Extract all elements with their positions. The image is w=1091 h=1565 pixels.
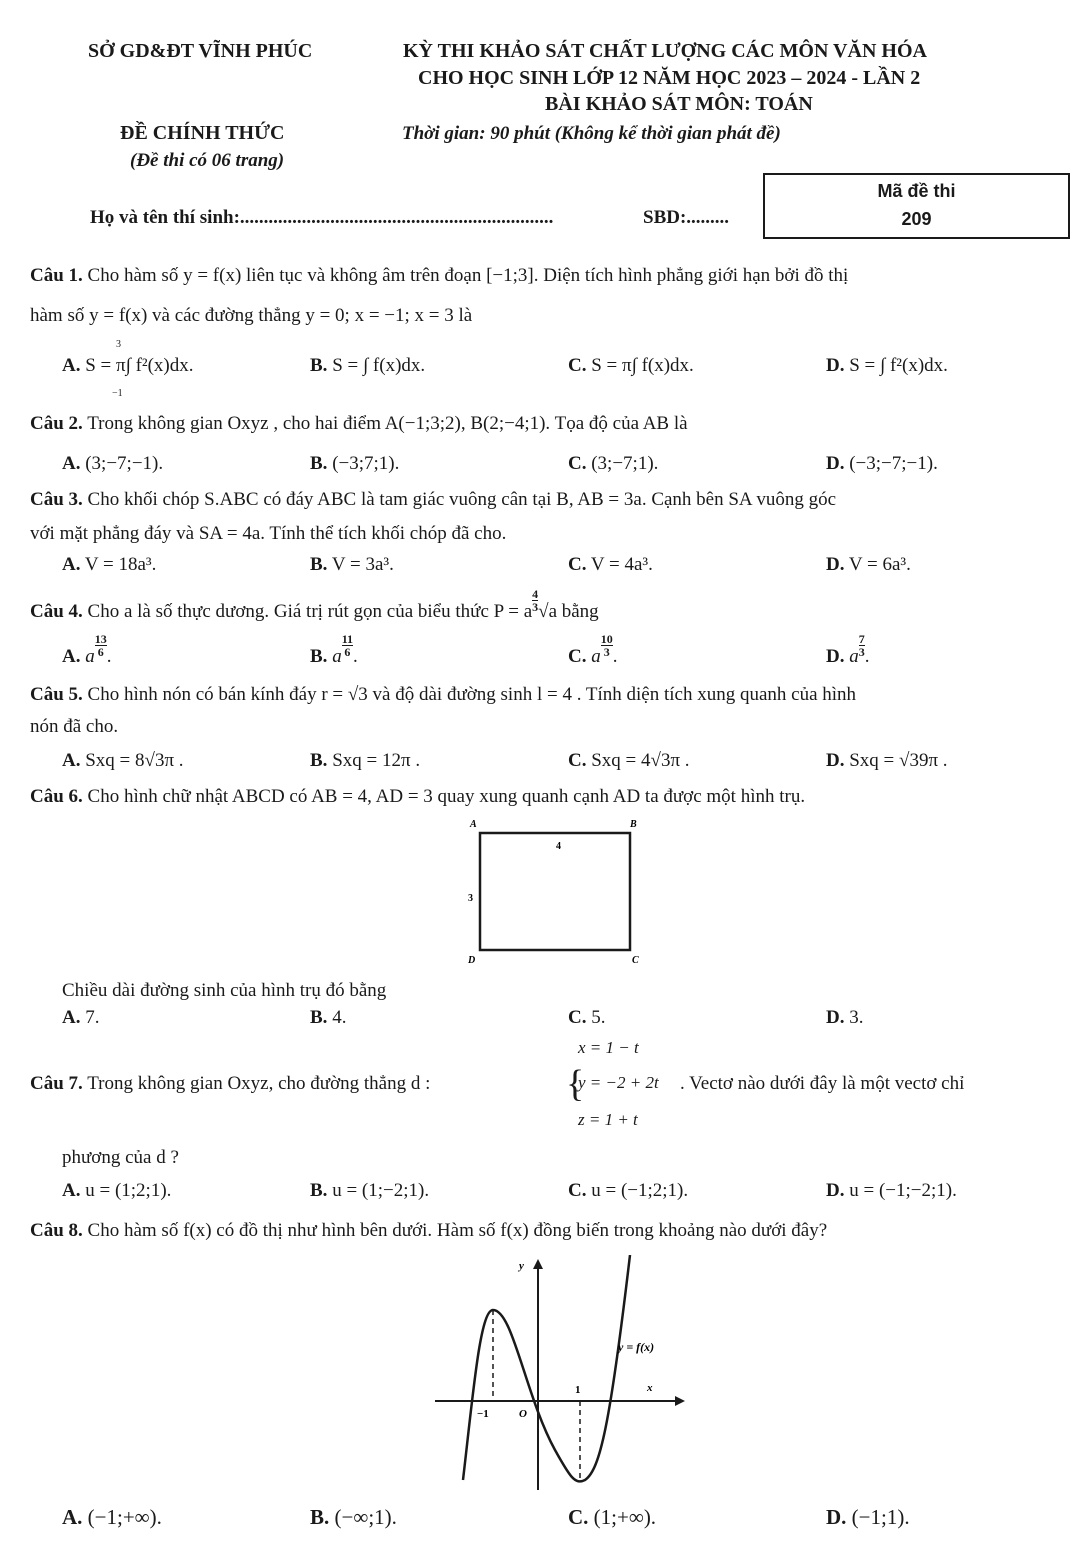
- option-text: S = ∫ f²(x)dx.: [849, 355, 948, 376]
- option-letter: B.: [310, 453, 328, 474]
- exp-den: 3: [532, 600, 539, 614]
- system-eq-3: z = 1 + t: [578, 1110, 638, 1129]
- q3-option-b[interactable]: [310, 554, 394, 576]
- question-label: Câu 8.: [30, 1220, 83, 1241]
- q8-option-c[interactable]: [568, 1505, 656, 1530]
- option-text: V = 18a³.: [84, 554, 157, 575]
- side-ab-length: 4: [556, 841, 561, 852]
- q4-option-d[interactable]: [826, 632, 870, 670]
- exp-den: 6: [95, 645, 107, 658]
- q3-option-a[interactable]: [62, 554, 156, 576]
- official-label: ĐỀ CHÍNH THỨC: [120, 122, 285, 144]
- exam-title-3: BÀI KHẢO SÁT MÔN: TOÁN: [545, 93, 813, 115]
- option-letter: D.: [826, 1007, 845, 1028]
- option-letter: D.: [826, 1180, 845, 1201]
- tick-minus-1: −1: [477, 1408, 489, 1420]
- question-text: Cho hình nón có bán kính đáy r = √3 và độ dài đường sinh l = 4 . Tính diện tích xung quanh của hình: [87, 684, 857, 705]
- question-text: Cho hàm số f(x) có đồ thị như hình bên dưới. Hàm số f(x) đồng biến trong khoảng nào dưới đây?: [87, 1220, 828, 1241]
- dept-name: SỞ GD&ĐT VĨNH PHÚC: [88, 40, 313, 62]
- exp-den: 6: [342, 645, 353, 658]
- option-letter: C.: [568, 453, 587, 474]
- question-label: Câu 3.: [30, 489, 83, 510]
- exam-title-1: KỲ THI KHẢO SÁT CHẤT LƯỢNG CÁC MÔN VĂN HÓA: [403, 40, 927, 62]
- question-text: Cho khối chóp S.ABC có đáy ABC là tam giác vuông cân tại B, AB = 3a. Cạnh bên SA vuông góc: [87, 489, 837, 510]
- option-letter: A.: [62, 645, 81, 667]
- question-label: Câu 6.: [30, 786, 83, 807]
- question-1-cont: hàm số y = f(x) và các đường thẳng y = 0; x = −1; x = 3 là: [30, 305, 473, 326]
- option-text: (3;−7;1).: [591, 453, 659, 474]
- option-text: V = 4a³.: [590, 554, 653, 575]
- option-text: (−3;7;1).: [332, 453, 400, 474]
- option-letter: D.: [826, 453, 845, 474]
- question-label: Câu 7.: [30, 1073, 83, 1094]
- question-5-cont: nón đã cho.: [30, 716, 119, 737]
- option-text: (1;+∞).: [593, 1505, 657, 1529]
- q2-option-b[interactable]: [310, 453, 399, 475]
- exp-num: 13: [94, 632, 107, 646]
- question-6-cont: Chiều dài đường sinh của hình trụ đó bằng: [62, 980, 387, 1001]
- base: a: [849, 645, 859, 667]
- option-letter: B.: [310, 1505, 330, 1529]
- q8-option-d[interactable]: [826, 1505, 910, 1530]
- option-letter: C.: [568, 554, 587, 575]
- option-text: S = π∫ f²(x)dx.: [85, 355, 194, 376]
- question-4: [30, 587, 599, 625]
- option-text: Sxq = √39π .: [849, 750, 948, 771]
- q7-option-b[interactable]: [310, 1180, 429, 1202]
- option-text: V = 6a³.: [848, 554, 911, 575]
- question-6: [30, 786, 805, 808]
- base: a: [85, 645, 95, 667]
- option-text: Sxq = 12π .: [332, 750, 421, 771]
- option-letter: B.: [310, 1180, 328, 1201]
- exp-num: 10: [600, 632, 613, 646]
- q4-option-c[interactable]: [568, 632, 618, 670]
- x-label: x: [647, 1382, 653, 1394]
- time-limit: Thời gian: 90 phút (Không kể thời gian phát đề): [402, 123, 781, 144]
- dot: .: [353, 645, 358, 667]
- question-7-cont: phương của d ?: [62, 1147, 179, 1168]
- dot: .: [864, 645, 870, 667]
- option-text: Sxq = 8√3π .: [85, 750, 184, 771]
- base: a: [332, 645, 342, 667]
- q3-option-c[interactable]: [568, 554, 653, 576]
- function-graph: [435, 1255, 695, 1495]
- y-label: y: [519, 1260, 524, 1272]
- exam-code-box: [763, 173, 1070, 239]
- option-letter: B.: [310, 554, 328, 575]
- option-letter: B.: [310, 750, 328, 771]
- q6-option-d[interactable]: [826, 1007, 863, 1029]
- q8-option-b[interactable]: [310, 1505, 397, 1530]
- option-letter: D.: [826, 355, 845, 376]
- question-7-post: . Vectơ nào dưới đây là một vectơ chỉ: [680, 1073, 965, 1094]
- option-text: (−1;+∞).: [87, 1505, 162, 1529]
- dot: .: [612, 645, 618, 667]
- q3-option-d[interactable]: [826, 554, 911, 576]
- option-text: (−3;−7;−1).: [849, 453, 938, 474]
- option-letter: A.: [62, 1180, 81, 1201]
- exp-den: 3: [858, 645, 865, 659]
- q1-option-d[interactable]: [826, 355, 948, 377]
- option-text: (3;−7;−1).: [85, 453, 164, 474]
- question-3: [30, 489, 836, 511]
- option-letter: C.: [568, 645, 587, 667]
- option-letter: D.: [826, 645, 845, 667]
- question-8: [30, 1220, 827, 1242]
- function-label: y = f(x): [618, 1340, 655, 1354]
- q1-option-b[interactable]: [310, 355, 425, 377]
- option-text: u = (1;−2;1).: [332, 1180, 430, 1201]
- option-letter: D.: [826, 554, 845, 575]
- q6-option-c[interactable]: [568, 1007, 605, 1029]
- q2-option-d[interactable]: [826, 453, 938, 475]
- option-letter: A.: [62, 554, 81, 575]
- q7-option-c[interactable]: [568, 1180, 688, 1202]
- option-letter: C.: [568, 355, 587, 376]
- q2-option-c[interactable]: [568, 453, 658, 475]
- question-1: [30, 265, 848, 287]
- origin-label: O: [519, 1408, 527, 1420]
- question-3-cont: với mặt phẳng đáy và SA = 4a. Tính thể tích khối chóp đã cho.: [30, 523, 507, 544]
- option-letter: C.: [568, 1180, 587, 1201]
- option-text: u = (−1;2;1).: [591, 1180, 689, 1201]
- option-letter: A.: [62, 1505, 83, 1529]
- option-text: S = π∫ f(x)dx.: [591, 355, 694, 376]
- question-text-post: √a bằng: [538, 600, 599, 622]
- question-2: [30, 413, 688, 435]
- dot: .: [106, 645, 112, 667]
- option-text: 5.: [591, 1007, 606, 1028]
- q6-option-b[interactable]: [310, 1007, 346, 1029]
- system-brace: {: [566, 1063, 585, 1105]
- q8-option-a[interactable]: [62, 1505, 162, 1530]
- question-text: Cho hàm số y = f(x) liên tục và không âm trên đoạn [−1;3]. Diện tích hình phẳng giới hạn bởi đồ thị: [87, 265, 849, 286]
- q1-option-c[interactable]: [568, 355, 694, 377]
- option-letter: B.: [310, 645, 328, 667]
- side-ad-length: 3: [468, 893, 473, 904]
- exp-num: 11: [341, 632, 354, 646]
- q7-option-d[interactable]: [826, 1180, 957, 1202]
- question-label: Câu 1.: [30, 265, 83, 286]
- option-letter: C.: [568, 1505, 589, 1529]
- option-letter: C.: [568, 750, 587, 771]
- q4-option-b[interactable]: [310, 632, 358, 670]
- option-text: 3.: [849, 1007, 864, 1028]
- option-text: S = ∫ f(x)dx.: [332, 355, 426, 376]
- question-text: Cho hình chữ nhật ABCD có AB = 4, AD = 3 quay xung quanh cạnh AD ta được một hình trụ.: [87, 786, 806, 807]
- q4-option-a[interactable]: [62, 632, 112, 670]
- question-label: Câu 5.: [30, 684, 83, 705]
- vertex-d: D: [468, 955, 476, 965]
- exam-code-label: Mã đề thi: [877, 181, 956, 201]
- option-text: 7.: [85, 1007, 100, 1028]
- option-letter: C.: [568, 1007, 587, 1028]
- q5-option-a[interactable]: [62, 750, 184, 772]
- student-name-line: Họ và tên thí sinh:..................................................................: [90, 207, 554, 228]
- q6-option-a[interactable]: [62, 1007, 99, 1029]
- q5-option-d[interactable]: [826, 750, 948, 772]
- question-5: [30, 684, 856, 706]
- system-eq-1: x = 1 − t: [578, 1038, 639, 1057]
- question-text-pre: Cho a là số thực dương. Giá trị rút gọn của biểu thức P = a: [87, 600, 533, 622]
- vertex-a: A: [470, 819, 477, 830]
- system-eq-2: y = −2 + 2t: [578, 1073, 659, 1092]
- rectangle-figure: [460, 815, 650, 965]
- option-text: u = (−1;−2;1).: [849, 1180, 957, 1201]
- exp-den: 3: [601, 645, 613, 658]
- option-letter: D.: [826, 1505, 847, 1529]
- exp-num: 7: [858, 632, 865, 646]
- question-label: Câu 2.: [30, 413, 83, 434]
- question-label: Câu 4.: [30, 600, 83, 622]
- curve-fx: [463, 1255, 630, 1481]
- exam-title-2: CHO HỌC SINH LỚP 12 NĂM HỌC 2023 – 2024 - LẦN 2: [418, 67, 921, 89]
- exp-num: 4: [532, 587, 539, 601]
- option-letter: A.: [62, 750, 81, 771]
- question-7: [30, 1073, 430, 1095]
- vertex-b: B: [630, 819, 637, 830]
- question-text: Trong không gian Oxyz , cho hai điểm A(−1;3;2), B(2;−4;1). Tọa độ của AB là: [87, 413, 688, 434]
- exam-code-value: 209: [901, 209, 932, 229]
- option-text: Sxq = 4√3π .: [591, 750, 690, 771]
- sbd-line: SBD:.........: [643, 207, 730, 228]
- q1-a-lower: −1: [112, 388, 123, 399]
- x-axis-arrow: [675, 1396, 685, 1406]
- q5-option-c[interactable]: [568, 750, 690, 772]
- q1-option-a[interactable]: [62, 355, 194, 377]
- option-letter: A.: [62, 355, 81, 376]
- vertex-c: C: [632, 955, 639, 965]
- q5-option-b[interactable]: [310, 750, 420, 772]
- option-letter: B.: [310, 355, 328, 376]
- option-letter: A.: [62, 453, 81, 474]
- q1-a-upper: 3: [116, 339, 121, 350]
- option-text: (−∞;1).: [334, 1505, 397, 1529]
- tick-1: 1: [575, 1384, 581, 1396]
- base: a: [591, 645, 601, 667]
- y-axis-arrow: [533, 1259, 543, 1269]
- option-text: 4.: [332, 1007, 347, 1028]
- question-text-pre: Trong không gian Oxyz, cho đường thẳng d :: [87, 1073, 431, 1094]
- option-text: u = (1;2;1).: [85, 1180, 172, 1201]
- option-text: V = 3a³.: [331, 554, 394, 575]
- q7-option-a[interactable]: [62, 1180, 171, 1202]
- option-text: (−1;1).: [851, 1505, 910, 1529]
- q2-option-a[interactable]: [62, 453, 163, 475]
- page-count: (Đề thi có 06 trang): [130, 150, 285, 171]
- option-letter: B.: [310, 1007, 328, 1028]
- option-letter: A.: [62, 1007, 81, 1028]
- option-letter: D.: [826, 750, 845, 771]
